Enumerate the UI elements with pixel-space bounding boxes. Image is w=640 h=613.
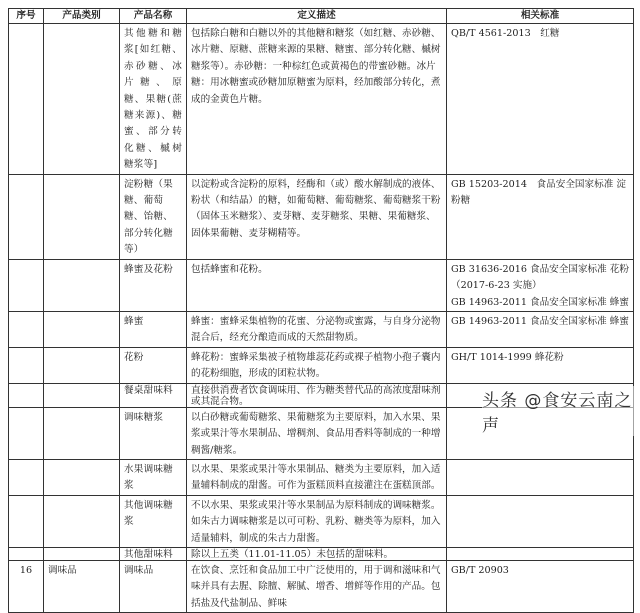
cell-standard xyxy=(447,459,634,495)
cell-description: 直接供消费者饮食调味用、作为糖类替代品的高浓度甜味剂或其混合物。 xyxy=(187,383,447,407)
cell-category xyxy=(44,459,120,495)
table-row xyxy=(9,547,634,560)
cell-no xyxy=(9,311,44,347)
cell-name: 蜂蜜 xyxy=(120,311,187,347)
cell-category xyxy=(44,259,120,311)
table-row xyxy=(9,259,634,311)
table-row xyxy=(9,459,634,495)
cell-name: 调味品 xyxy=(120,560,187,612)
cell-description: 除以上五类（11.01-11.05）未包括的甜味料。 xyxy=(187,547,447,560)
food-category-table xyxy=(8,8,634,613)
cell-standard: QB/T 4561-2013 红糖 xyxy=(447,24,634,175)
cell-name: 调味糖浆 xyxy=(120,407,187,459)
watermark: 头条 @食安云南之声 xyxy=(482,386,640,436)
cell-no xyxy=(9,383,44,407)
cell-standard: GH/T 1014-1999 蜂花粉 xyxy=(447,347,634,383)
cell-no xyxy=(9,259,44,311)
table-header-row xyxy=(9,9,634,24)
cell-standard: GB 15203-2014 食品安全国家标准 淀粉糖 xyxy=(447,174,634,259)
cell-category xyxy=(44,174,120,259)
cell-no xyxy=(9,459,44,495)
cell-description: 包括除白糖和白糖以外的其他糖和糖浆（如红糖、赤砂糖、冰片糖、原糖、蔗糖来源的果糖、糖蜜、部分转化糖、槭树糖浆等）。赤砂糖：一种棕红色或黄褐色的带蜜砂糖。冰片糖：用冰糖蜜或砂糖加原糖蜜为原料，经加酸部分转化，煮成的金黄色片糖。 xyxy=(187,24,447,175)
cell-no xyxy=(9,347,44,383)
cell-name: 花粉 xyxy=(120,347,187,383)
header-category: 产品类别 xyxy=(44,9,120,24)
cell-standard: GB 14963-2011 食品安全国家标准 蜂蜜 xyxy=(447,311,634,347)
table-row xyxy=(9,311,634,347)
table-row xyxy=(9,24,634,175)
cell-no xyxy=(9,495,44,547)
cell-category xyxy=(44,547,120,560)
cell-name: 水果调味糖浆 xyxy=(120,459,187,495)
cell-name: 淀粉糖（果糖、葡萄糖、饴糖、部分转化糖等） xyxy=(120,174,187,259)
header-description: 定义描述 xyxy=(187,9,447,24)
cell-description: 蜂蜜：蜜蜂采集植物的花蜜、分泌物或蜜露，与自身分泌物混合后，经充分酿造而成的天然甜物质。 xyxy=(187,311,447,347)
cell-description: 蜂花粉：蜜蜂采集被子植物雄蕊花药或裸子植物小孢子囊内的花粉细胞，形成的团粒状物。 xyxy=(187,347,447,383)
header-name: 产品名称 xyxy=(120,9,187,24)
table-row xyxy=(9,560,634,612)
cell-no: 16 xyxy=(9,560,44,612)
cell-name: 其他调味糖浆 xyxy=(120,495,187,547)
cell-no xyxy=(9,174,44,259)
cell-description: 以水果、果浆或果汁等水果制品、糖类为主要原料，加入适量辅料制成的甜酱。可作为蛋糕顶料直接灌注在蛋糕顶部。 xyxy=(187,459,447,495)
cell-category xyxy=(44,347,120,383)
cell-description: 包括蜂蜜和花粉。 xyxy=(187,259,447,311)
cell-no xyxy=(9,24,44,175)
cell-description: 不以水果、果浆或果汁等水果制品为原料制成的调味糖浆。如朱古力调味糖浆是以可可粉、乳粉、糖类等为原料，加入适量辅料，制成的朱古力甜酱。 xyxy=(187,495,447,547)
cell-no xyxy=(9,547,44,560)
cell-category xyxy=(44,407,120,459)
cell-no xyxy=(9,407,44,459)
table-row xyxy=(9,495,634,547)
cell-standard: GB/T 20903 xyxy=(447,560,634,612)
header-no: 序号 xyxy=(9,9,44,24)
table-row xyxy=(9,347,634,383)
cell-name: 蜂蜜及花粉 xyxy=(120,259,187,311)
cell-category xyxy=(44,311,120,347)
cell-description: 在饮食、烹饪和食品加工中广泛使用的，用于调和滋味和气味并具有去腥、除膻、解腻、增香、增鲜等作用的产品。包括盐及代盐制品、鲜味 xyxy=(187,560,447,612)
cell-description: 以白砂糖或葡萄糖浆、果葡糖浆为主要原料，加入水果、果浆或果汁等水果制品、增稠剂、食品用香料等制成的一种增稠酱/糖浆。 xyxy=(187,407,447,459)
cell-name: 餐桌甜味料 xyxy=(120,383,187,407)
cell-standard xyxy=(447,547,634,560)
cell-category xyxy=(44,24,120,175)
cell-category xyxy=(44,495,120,547)
cell-standard: GB 31636-2016 食品安全国家标准 花粉（2017-6-23 实施） GB 14963-2011 食品安全国家标准 蜂蜜 xyxy=(447,259,634,311)
header-standard: 相关标准 xyxy=(447,9,634,24)
cell-name: 其他糖和糖浆[如红糖、赤砂糖、冰片糖、原糖、果糖(蔗糖来源)、糖蜜、部分转化糖、槭树糖浆等] xyxy=(120,24,187,175)
cell-name: 其他甜味料 xyxy=(120,547,187,560)
cell-standard xyxy=(447,495,634,547)
cell-description: 以淀粉或含淀粉的原料，经酶和（或）酸水解制成的液体、粉状（和结晶）的糖，如葡萄糖、葡萄糖浆、葡萄糖浆干粉（固体玉米糖浆）、麦芽糖、麦芽糖浆、果糖、果葡糖浆、固体果葡糖、麦芽糊精等。 xyxy=(187,174,447,259)
cell-category xyxy=(44,383,120,407)
table-row xyxy=(9,174,634,259)
cell-category: 调味品 xyxy=(44,560,120,612)
